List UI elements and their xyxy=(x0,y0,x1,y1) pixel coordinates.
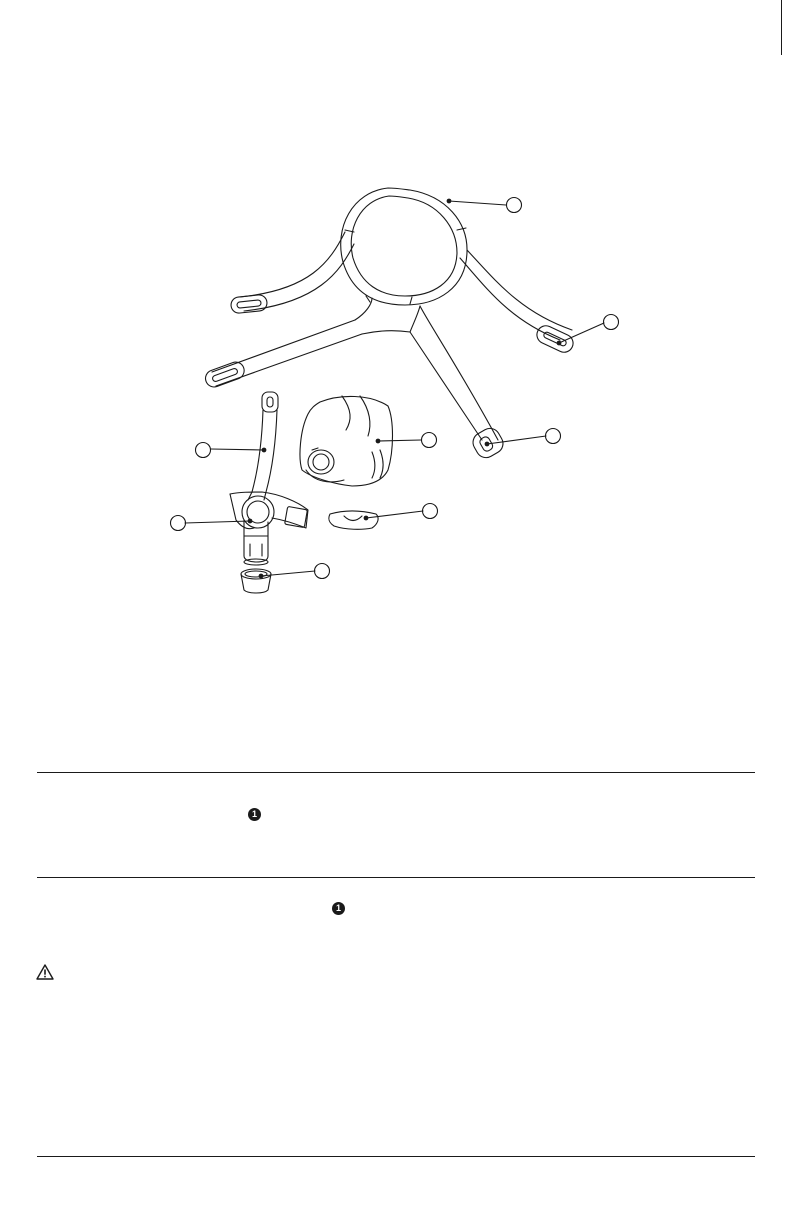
section-divider-3 xyxy=(37,1156,755,1157)
callout-leaders xyxy=(185,201,604,576)
section-divider-1 xyxy=(37,772,755,773)
warning-triangle-icon xyxy=(36,964,54,980)
number-1-icon: 1 xyxy=(332,902,345,915)
swivel xyxy=(241,569,271,593)
frame xyxy=(230,392,308,565)
trim-line xyxy=(781,0,782,55)
headgear-clip xyxy=(329,511,378,529)
headgear xyxy=(203,188,576,461)
number-1-icon: 1 xyxy=(248,808,261,821)
section-divider-2 xyxy=(37,877,755,878)
mask-parts-illustration xyxy=(0,170,792,610)
callout-dots xyxy=(248,199,562,579)
